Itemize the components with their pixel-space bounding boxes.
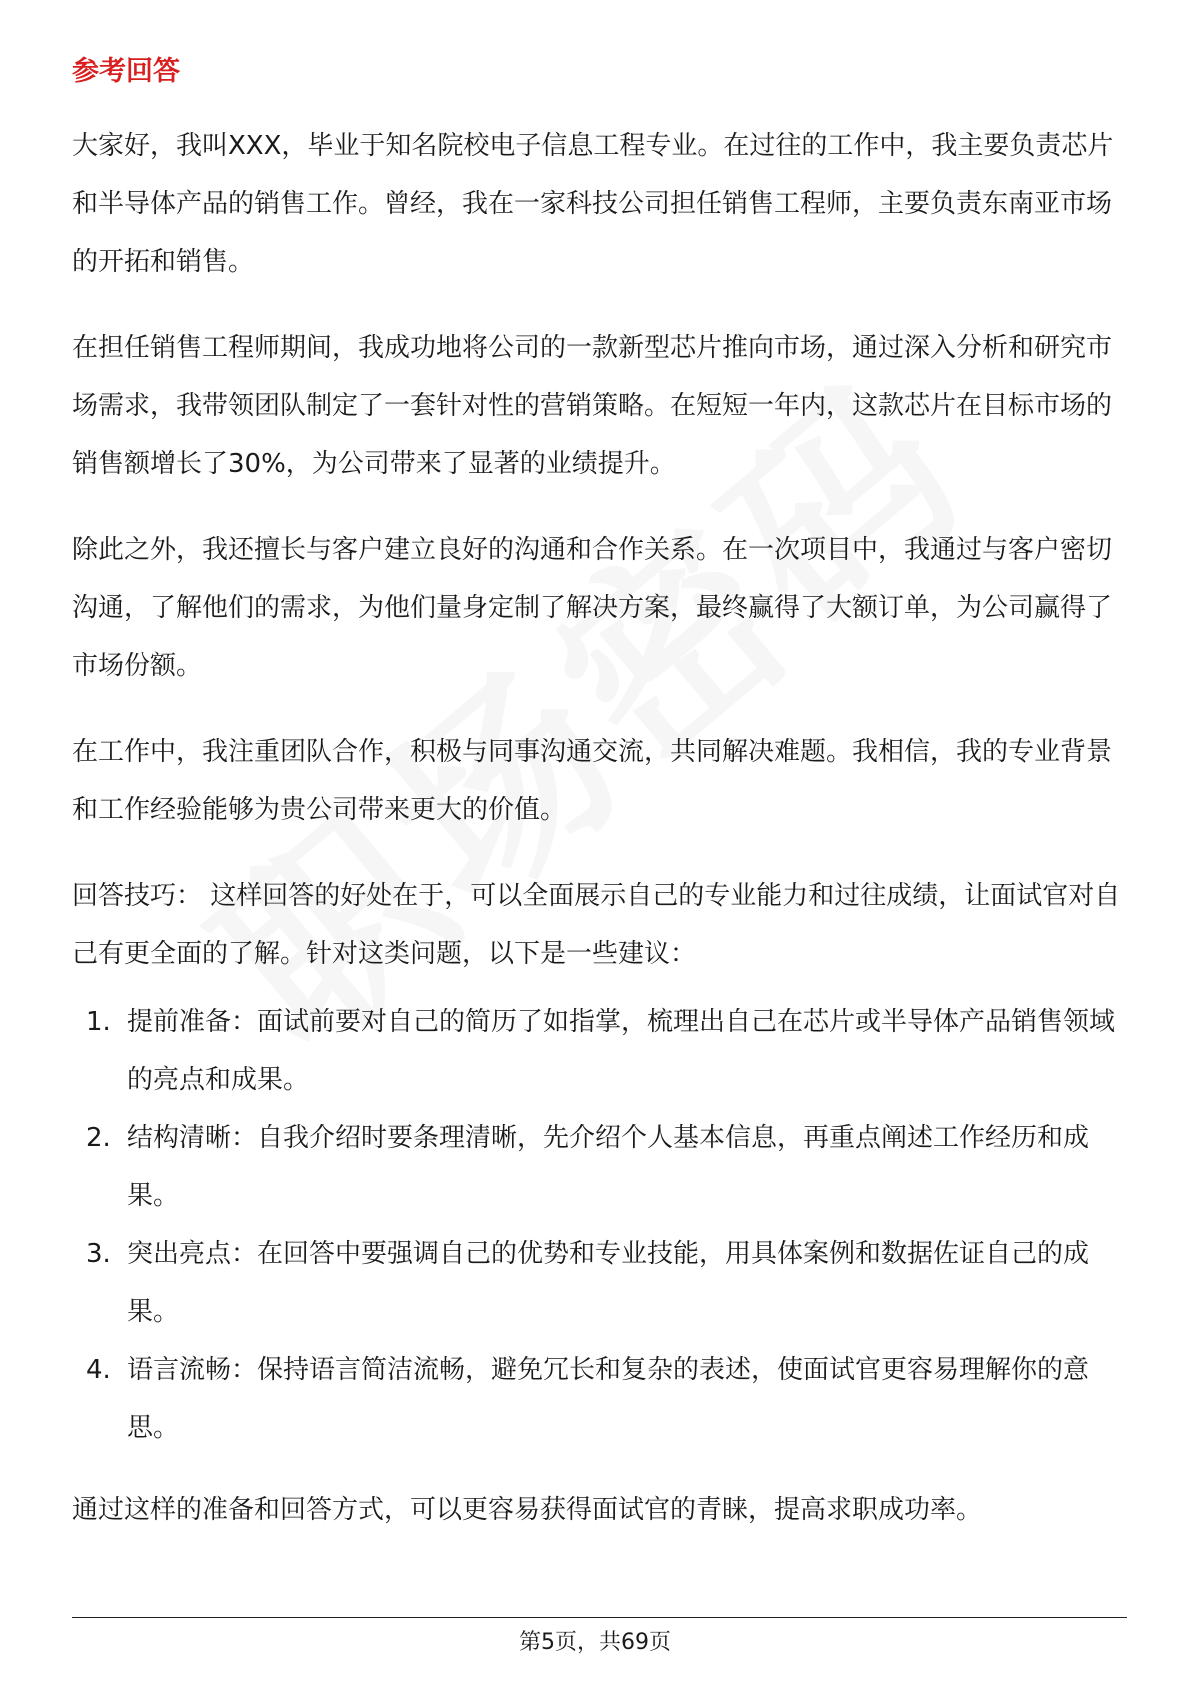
page-number: 第5页，共69页 [519, 1630, 671, 1655]
paragraph-tips-intro: 回答技巧： 这样回答的好处在于，可以全面展示自己的专业能力和过往成绩，让面试官对自己有更全面的了解。针对这类问题，以下是一些建议： [72, 881, 1121, 969]
paragraph-client-relations: 除此之外，我还擅长与客户建立良好的沟通和合作关系。在一次项目中，我通过与客户密切沟通，了解他们的需求，为他们量身定制了解决方案，最终赢得了大额订单，为公司赢得了市场份额。 [72, 535, 1113, 681]
list-text: 提前准备：面试前要对自己的简历了如指掌，梳理出自己在芯片或半导体产品销售领域的亮点和成果。 [127, 1007, 1116, 1095]
list-number: 2. [86, 1123, 111, 1153]
list-number: 4. [86, 1355, 111, 1385]
list-item [72, 993, 1127, 1109]
footer-divider [72, 1617, 1127, 1618]
paragraph-intro: 大家好，我叫XXX，毕业于知名院校电子信息工程专业。在过往的工作中，我主要负责芯片和半导体产品的销售工作。曾经，我在一家科技公司担任销售工程师，主要负责东南亚市场的开拓和销售。 [72, 131, 1114, 277]
section-heading: 参考回答 [72, 56, 180, 87]
list-item [72, 1109, 1127, 1225]
paragraph-teamwork: 在工作中，我注重团队合作，积极与同事沟通交流，共同解决难题。我相信，我的专业背景和工作经验能够为贵公司带来更大的价值。 [72, 737, 1113, 825]
tips-list [72, 993, 1127, 1457]
list-item [72, 1225, 1127, 1341]
list-text: 结构清晰：自我介绍时要条理清晰，先介绍个人基本信息，再重点阐述工作经历和成果。 [127, 1123, 1090, 1211]
paragraph-achievement: 在担任销售工程师期间，我成功地将公司的一款新型芯片推向市场，通过深入分析和研究市场需求，我带领团队制定了一套针对性的营销策略。在短短一年内，这款芯片在目标市场的销售额增长了30%，为公司带来了显著的业绩提升。 [72, 333, 1113, 479]
list-number: 1. [86, 1007, 111, 1037]
answer-body [72, 117, 1127, 1567]
list-text: 语言流畅：保持语言简洁流畅，避免冗长和复杂的表述，使面试官更容易理解你的意思。 [127, 1355, 1090, 1443]
list-text: 突出亮点：在回答中要强调自己的优势和专业技能，用具体案例和数据佐证自己的成果。 [127, 1239, 1090, 1327]
list-item [72, 1341, 1127, 1457]
list-number: 3. [86, 1239, 111, 1269]
paragraph-closing: 通过这样的准备和回答方式，可以更容易获得面试官的青睐，提高求职成功率。 [72, 1495, 983, 1525]
